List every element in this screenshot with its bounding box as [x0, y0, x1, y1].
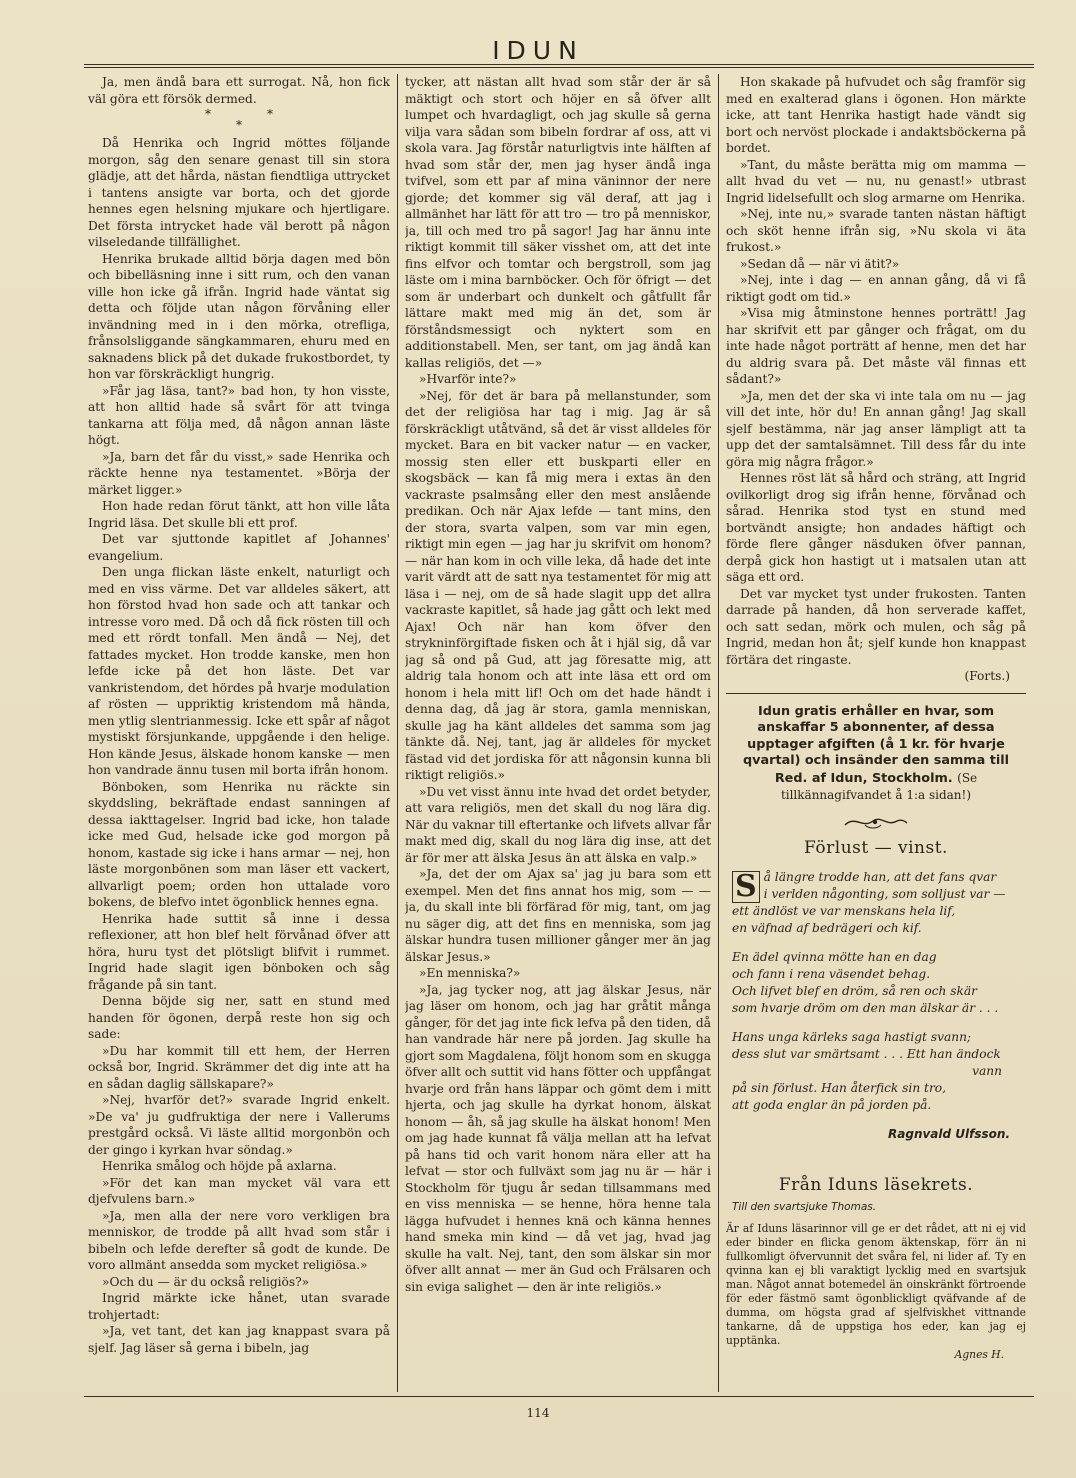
- masthead-title: IDUN: [492, 36, 584, 65]
- section-subtitle: Till den svartsjuke Thomas.: [732, 1201, 877, 1213]
- reader-letter-text: Är af Iduns läsarinnor vill ge er det rådet, att ni ej vid eder binder en flicka genom äktenskap, förr än ni fullkomligt öfvervunnit det svåra fel, ni lider af. Ty en qvinna kan ej bli varaktigt lycklig med en svartsjuk man. Något annat botemedel än oinskränkt förtroende för eder fästmö samt ögonblickligt qväfvande af de dumma, om högsta grad af sjelfviskhet vittnande tankarne, då de uppstiga hos eder, kan jag ej upptänka.: [726, 1221, 1026, 1347]
- poem-line: i verlden någonting, som solljust var —: [763, 886, 1006, 901]
- column-divider: [397, 74, 398, 1392]
- poem-line: Hans unga kärleks saga hastigt svann;: [732, 1029, 972, 1044]
- section-separator: [88, 109, 390, 131]
- continued-marker: (Forts.): [964, 669, 1010, 683]
- paragraph: Henrika hade suttit så inne i dessa reflexioner, att hon blef helt förvånad öfver att höra, huru tyst det plötsligt blifvit i rummet. Ingrid hade slagit igen bönboken och såg frågande på sin tant.: [88, 911, 390, 992]
- column-1: [88, 74, 390, 1392]
- paragraph: Då Henrika och Ingrid möttes följande morgon, såg den senare genast till sin stora glädje, att det hårda, nästan fiendtliga uttrycket i tantens ansigte var borta, och det gjorde hennes egen helsning mjukare och hjertligare. Det första intrycket hade väl berott på någon vilseledande tillfällighet.: [88, 136, 390, 249]
- paragraph: »Ja, men det der ska vi inte tala om nu — jag vill det inte, hör du! En annan gång! Jag skall sjelf bestämma, när jag anser lämpligt att ta upp det der samtalsämnet. Till dess får du inte göra mig några frågor.»: [726, 388, 1026, 469]
- drop-cap: S: [732, 871, 760, 903]
- paragraph: Hon skakade på hufvudet och såg framför sig med en exalterad glans i ögonen. Hon märkte icke, att tant Henrika hastigt hade vändt sig bort och nervöst plockade i andaktsböckerna på bordet.: [726, 75, 1026, 155]
- header-rule: [84, 64, 1034, 68]
- paragraph: Ja, men ändå bara ett surrogat. Nå, hon fick väl göra ett försök dermed.: [88, 75, 390, 106]
- column-3: [726, 74, 1026, 1392]
- notice-rule: [726, 693, 1026, 694]
- paragraph: »Ja, jag tycker nog, att jag älskar Jesus, när jag läser om honom, och jag har gråtit många gånger, för det jag inte fick lefva på den tiden, då han vandrade här nere på jorden. Jag skulle ha gjort som Magdalena, följt honom som en skugga öfver allt och suttit vid hans fötter och uppfångat hvarje ord från hans läppar och gömt dem i mitt hjerta, och jag skulle ha dyrkat honom, älskat honom — åh, så jag skulle ha älskat honom! Men om jag hade kunnat få välja mellan att ha lefvat på hans tid och varit honom nära eller att ha lefvat — stor och fullväxt som jag nu är — här i Stockholm för tjugu år sedan tillsammans med en viss menniska — se henne, höra henne tala lägga hufvudet i hennes knä och känna hennes hand smeka min kind — då vet jag, hvad jag skulle ha valt. Nej, tant, den som älskar sin mor öfver allt annat — mer än Gud och Frälsaren och sin eviga salighet — den är inte religiös.»: [405, 982, 711, 1294]
- column-divider: [718, 74, 719, 1392]
- paragraph: Den unga flickan läste enkelt, naturligt och med en viss värme. Det var alldeles säkert, att hon förstod hvad hon sade och att tankar och intresse voro med. Då och då fick rösten till och med ett rördt tonfall. Men ändå — Nej, det fattades mycket. Hon trodde kanske, men hon lefde icke på det hon läste. Det var vankristendom, det hördes på hvarje modulation af rösten — uppriktig kristendom må hända, men ytlig slentrianmessig. Icke ett spår af något mystiskt försjunkande, uppgående i den helige. Hon kände Jesus, älskade honom kanske — men hon vandrade ännu tusen mil borta ifrån honom.: [88, 565, 390, 777]
- asterisk: *: [236, 118, 242, 132]
- poem-line: Och lifvet blef en dröm, så ren och skär: [732, 983, 977, 998]
- paragraph: »Du har kommit till ett hem, der Herren också bor, Ingrid. Skrämmer det dig inte att ha en sådan daglig sällskapare?»: [88, 1043, 390, 1091]
- poem-line: som hvarje dröm om den man älskar är . . .: [732, 1000, 999, 1015]
- poem-line: ett ändlöst ve var menskans hela lif,: [732, 903, 956, 918]
- paragraph: »För det kan man mycket väl vara ett djefvulens barn.»: [88, 1175, 390, 1206]
- poem-stanza: [732, 1029, 1026, 1114]
- paragraph: Det var sjuttonde kapitlet af Johannes' evangelium.: [88, 532, 390, 563]
- paragraph: »Och du — är du också religiös?»: [102, 1274, 310, 1289]
- poem: [726, 869, 1026, 1143]
- section-title: Från Iduns läsekrets.: [778, 1174, 974, 1195]
- flourish-ornament-icon: [726, 813, 1026, 835]
- paragraph: Hennes röst lät så hård och sträng, att Ingrid ovilkorligt drog sig ifrån henne, förvånad och sårad. Henrika stod tyst en stund med bortvändt ansigte; hon andades häftigt och förde flere gånger näsduken öfver pannan, derpå gick hon hastigt ut i matsalen utan att säga ett ord.: [726, 471, 1026, 584]
- paragraph: »Nej, hvarför det?» svarade Ingrid enkelt. »De va' ju gudfruktiga der nere i Vallerums prestgård också. Vi läste alltid morgonbön och der gingo i kyrkan hvar söndag.»: [88, 1093, 390, 1157]
- poem-line: vann: [972, 1063, 1002, 1078]
- paragraph: »Ja, vet tant, det kan jag knappast svara på sjelf. Jag läser så gerna i bibeln, jag: [88, 1324, 390, 1355]
- notice-normal-text: (Se tillkännagifvandet å 1:a sidan!): [780, 770, 978, 802]
- paragraph: »Nej, för det är bara på mellanstunder, som det der religiösa har tag i mig. Jag är så förskräckligt utåtvänd, så det är visst alldeles för mycket. Bara en bit vacker natur — en vacker, mossig sten eller ett buskparti eller en skogsbäck — kan få mig mera i extas än den vackraste psalmsång eller den mest anslående predikan. Och när Ajax lefde — tant mins, den der stora, svarta valpen, som var min egen, riktigt min egen — jag har ju skrifvit om honom? — när han kom in och ville leka, då hade det inte varit värdt att de satt nya testamentet för mig att läsa i — nej, om de så hade slagit upp det allra vackraste kapitlet, så hade jag gått och lekt med Ajax! Och när han kom öfver den strykninförgiftade fisken och åt i hjäl sig, då var jag så ond på Gud, att jag föresatte mig, att aldrig tala honom och att inte läsa ett ord om honom i hela mitt lif! Och om det hade händt i denna dag, då jag är stora, gamla menniskan, skulle jag ha känt alldeles det samma som jag tänkte då. Nej, tant, jag är alldeles för mycket fästad vid det jordiska för att någonsin kunna bli riktigt religiös.»: [405, 388, 711, 782]
- paragraph: »Ja, men alla der nere voro verkligen bra menniskor, de trodde på allt hvad som står i bibeln och lefde derefter så godt de kunde. De voro allmänt ansedda som mycket religiösa.»: [88, 1208, 390, 1272]
- asterisk: *: [267, 107, 273, 121]
- paragraph: »Nej, inte i dag — en annan gång, då vi få riktigt godt om tid.»: [726, 273, 1026, 304]
- paragraph: Denna böjde sig ner, satt en stund med handen för ögonen, derpå reste hon sig och sade:: [88, 994, 390, 1041]
- reader-letter-signature: Agnes H.: [954, 1347, 1004, 1361]
- paragraph: Bönboken, som Henrika nu räckte sin skyddsling, bekräftade endast sanningen af dessa iakttagelser. Ingrid bad icke, hon talade icke med Gud, helsade icke god morgon på honom, kastade sig icke i hans armar — nej, hon läste morgonbönen som man läser ett vackert, allvarligt poem; orden hon uttalade voro bokens, de blefvo intet ögonblick hennes egna.: [88, 779, 390, 909]
- poem-line: å längre trodde han, att det fans qvar: [763, 869, 997, 884]
- poem-stanza: [732, 949, 1026, 1017]
- paragraph: »Du vet visst ännu inte hvad det ordet betyder, att vara religiös, men det skall du nog lära dig. När du vaknar till eftertanke och lifvets allvar får makt med dig, skall du nog lära dig inse, att det är för mer att älska Jesus än att älska en valp.»: [405, 784, 711, 865]
- page-number: 114: [526, 1406, 550, 1420]
- paragraph: tycker, att nästan allt hvad som står der är så mäktigt och stort och höjer en så öfver allt lumpet och hvardagligt, och jag skulle så gerna vilja vara sådan som bibeln fordrar af oss, att vi skola vara. Jag förstår naturligtvis inte hälften af hvad som står der, men jag hyser ändå inga tvifvel, som ett par af mina väninnor der nere gjorde; det kommer sig väl deraf, att jag i allmänhet har lätt för att tro — tro på menniskor, ja, till och med tro på sagor! Jag har ännu inte riktigt kommit till säker visshet om, att det inte fins elfvor och tomtar och bergstroll, som jag läste om i mina barnböcker. Och för öfrigt — det som är underbart och dunkelt och gåtfullt får lättare makt med mig än det, som är förståndsmessigt och nyktert som en additionstabell. Men, ser tant, om jag ändå kan kallas religiös, det —»: [405, 75, 711, 370]
- paragraph: Hon hade redan förut tänkt, att hon ville låta Ingrid läsa. Det skulle bli ett prof.: [88, 499, 390, 530]
- paragraph: Henrika brukade alltid börja dagen med bön och bibelläsning inne i sitt rum, och den vanan ville hon icke gå ifrån. Ingrid hade väntat sig detta och följde utan någon förvåning eller invändning med in i den mörka, otrefliga, frånsolsliggande sängkammaren, ehuru med en saknadens blick på det dukade frukostbordet, ty hon var förskräckligt hungrig.: [88, 251, 390, 381]
- poem-line: att goda englar än på jorden på.: [732, 1097, 932, 1112]
- poem-line: dess slut var smärtsamt . . . Ett han ändock: [732, 1046, 1001, 1061]
- paragraph: »Nej, inte nu,» svarade tanten nästan häftigt och sköt henne ifrån sig, »Nu skola vi äta frukost.»: [726, 207, 1026, 254]
- paragraph: »Sedan då — när vi ätit?»: [740, 256, 900, 271]
- poem-line: en väfnad af bedrägeri och kif.: [732, 920, 922, 935]
- paragraph: Det var mycket tyst under frukosten. Tanten darrade på handen, då hon serverade kaffet, och satt sedan, mörk och mulen, och såg på Ingrid, medan hon åt; sjelf kunde hon knappast förtära det ringaste.: [726, 586, 1026, 667]
- paragraph: »Ja, barn det får du visst,» sade Henrika och räckte henne nya testamentet. »Börja der märket ligger.»: [88, 449, 390, 497]
- paragraph: Henrika smålog och höjde på axlarna.: [102, 1159, 337, 1173]
- paragraph: »Tant, du måste berätta mig om mamma — allt hvad du vet — nu, nu genast!» utbrast Ingrid lidelsefullt och slog armarne om Henrika.: [726, 157, 1026, 205]
- footer-rule: [84, 1396, 1034, 1397]
- column-2: [405, 74, 711, 1392]
- poem-stanza: [732, 869, 1026, 937]
- poem-line: på sin förlust. Han återfick sin tro,: [732, 1080, 946, 1095]
- paragraph: »Ja, det der om Ajax sa' jag ju bara som ett exempel. Men det fins annat hos mig, som — — ja, du skall inte bli förfärad för mig, tant, om jag nu säger dig, att det fins en menniska, som jag älskar hundra tusen millioner gånger mer än jag älskar Jesus.»: [405, 867, 711, 964]
- reader-letter: [726, 1222, 1026, 1362]
- paragraph: »Hvarför inte?»: [419, 372, 517, 386]
- paragraph: »Får jag läsa, tant?» bad hon, ty hon visste, att hon alltid hade så svårt för att tvinga tankarna att följa med, då någon annan läste högt.: [88, 383, 390, 447]
- poem-title: Förlust — vinst.: [804, 838, 948, 858]
- paragraph: »Visa mig åtminstone hennes porträtt! Jag har skrifvit ett par gånger och frågat, om du inte hade något porträtt af henne, men det har du aldrig svara på. Det måste väl finnas ett sådant?»: [726, 306, 1026, 386]
- poem-line: och fann i rena väsendet behag.: [732, 966, 931, 981]
- asterisk: *: [205, 107, 211, 121]
- poem-line: En ädel qvinna mötte han en dag: [732, 949, 937, 964]
- notice-bold-text: Idun gratis erhåller en hvar, som anskaffar 5 abonnenter, af dessa upptager afgiften (å 1 kr. för hvarje qvartal) och insänder den samma till Red. af Idun, Stockholm.: [743, 703, 1009, 786]
- paragraph: »En menniska?»: [419, 966, 521, 980]
- paragraph: Ingrid märkte icke hånet, utan svarade trohjertadt:: [88, 1291, 390, 1322]
- subscription-notice: [726, 704, 1026, 805]
- poem-author: Ragnvald Ulfsson.: [888, 1126, 1010, 1141]
